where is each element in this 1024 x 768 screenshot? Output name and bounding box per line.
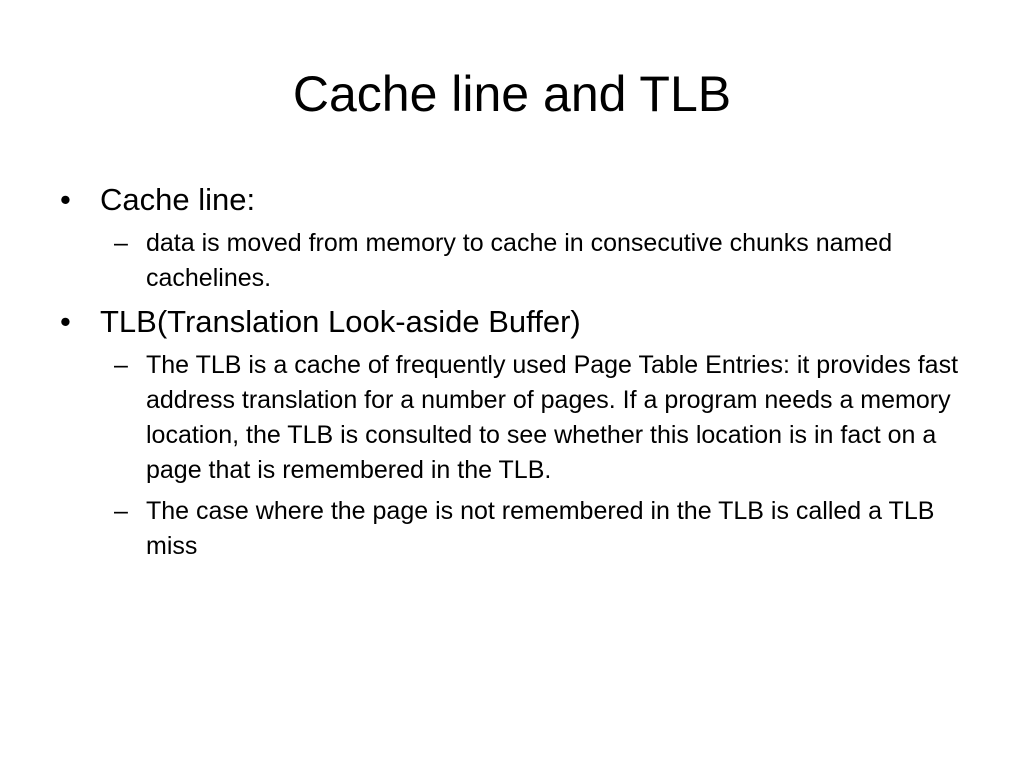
- bullet-marker: •: [60, 182, 71, 217]
- dash-marker: –: [114, 351, 128, 379]
- dash-marker: –: [114, 497, 128, 525]
- bullet-cache-line: [58, 180, 968, 220]
- sub-bullet-text: The case where the page is not remembered in the TLB is called a TLB miss: [146, 497, 935, 560]
- sub-bullet-tlb-definition: [58, 348, 968, 488]
- dash-marker: –: [114, 229, 128, 257]
- sub-bullet-text: The TLB is a cache of frequently used Page Table Entries: it provides fast address translation for a number of pages. If a program needs a memory location, the TLB is consulted to see whether this location is in fact on a page that is remembered in the TLB.: [146, 351, 959, 484]
- slide-body: [58, 180, 968, 570]
- bullet-marker: •: [60, 304, 71, 339]
- bullet-text: Cache line:: [100, 182, 256, 217]
- sub-bullet-text: data is moved from memory to cache in consecutive chunks named cachelines.: [146, 229, 893, 292]
- bullet-text: TLB(Translation Look-aside Buffer): [100, 304, 581, 339]
- sub-bullet-tlb-miss: [58, 494, 968, 564]
- sub-bullet-cacheline-definition: [58, 226, 968, 296]
- slide-title: Cache line and TLB: [292, 66, 732, 122]
- bullet-tlb: [58, 302, 968, 342]
